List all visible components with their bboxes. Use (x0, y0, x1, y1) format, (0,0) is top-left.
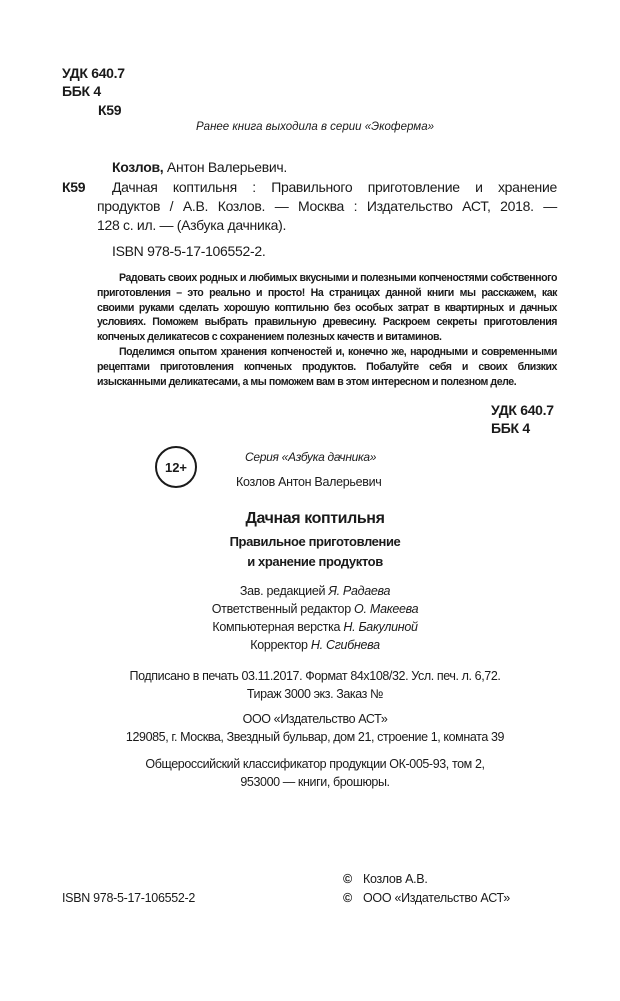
copyright-holder: ООО «Издательство АСТ» (363, 891, 510, 905)
catalog-isbn: ISBN 978-5-17-106552-2. (112, 243, 266, 259)
copyright-holder: Козлов А.В. (363, 872, 428, 886)
credit-line (0, 621, 620, 634)
classifier-line-2: 953000 — книги, брошюры. (240, 775, 390, 789)
catalog-author-name: Антон Валерьевич. (163, 159, 287, 175)
bbk-code: ББК 4 (62, 83, 101, 99)
classifier-line-1: Общероссийский классификатор продукции ОК-005-93, том 2, (145, 757, 485, 771)
copyright-icon: © (343, 891, 352, 905)
bbk-code-right: ББК 4 (491, 420, 530, 436)
catalog-author-surname: Козлов, (112, 159, 164, 175)
annotation-paragraph: Поделимся опытом хранения копченостей и, конечно же, народными и современными рецептами приготовления копченых продуктов. Побалуйте себя и своих близких изысканными деликатесами, а мы поможем вам в этом интересном и полезном деле. (97, 345, 557, 388)
publisher-name: ООО «Издательство АСТ» (242, 712, 388, 726)
copyright-line (343, 873, 428, 886)
credit-role: Зав. редакцией (239, 584, 329, 598)
catalog-line-1: Дачная коптильня : Правильного приготовление и хранение (112, 179, 557, 195)
annotation-paragraph: Радовать своих родных и любимых вкусными и полезными копченостями собственного приготовления – это реально и просто! На страницах данной книги мы расскажем, как своими руками сделать хорошую коптильню без особых затрат в квартирных и дачных условиях. Поможем выбрать правильную древесину. Раскроем секреты приготовления копченых деликатесов с сохранением полезных качеств и витаминов. (97, 272, 557, 344)
udk-code: УДК 640.7 (62, 65, 125, 81)
book-subtitle-2: и хранение продуктов (247, 554, 383, 569)
previous-series-note: Ранее книга выходила в серии «Экоферма» (196, 121, 434, 133)
credit-line (0, 585, 620, 598)
author-mark: К59 (98, 102, 122, 118)
credit-line (0, 639, 620, 652)
catalog-line-3: 128 с. ил. — (Азбука дачника). (97, 217, 287, 233)
series-name: Серия «Азбука дачника» (245, 450, 377, 464)
bottom-isbn: ISBN 978-5-17-106552-2 (62, 891, 196, 905)
credit-name: Н. Бакулиной (343, 620, 418, 634)
credit-name: О. Макеева (354, 602, 419, 616)
publisher-address: 129085, г. Москва, Звездный бульвар, дом 21, строение 1, комната 39 (125, 730, 505, 744)
age-rating-badge: 12+ (155, 446, 197, 488)
copyright-icon: © (343, 872, 352, 886)
catalog-line-2: продуктов / А.В. Козлов. — Москва : Издательство АСТ, 2018. — (97, 198, 557, 214)
catalog-mark: К59 (62, 179, 86, 195)
print-info-line-1: Подписано в печать 03.11.2017. Формат 84x108/32. Усл. печ. л. 6,72. (129, 669, 501, 683)
credit-role: Ответственный редактор (211, 602, 355, 616)
credit-name: Н. Сгибнева (310, 638, 380, 652)
annotation (97, 271, 557, 389)
print-info-line-2: Тираж 3000 экз. Заказ № (246, 687, 384, 701)
book-title: Дачная коптильня (245, 510, 385, 527)
catalog-author (112, 160, 287, 174)
book-subtitle-1: Правильное приготовление (229, 534, 401, 549)
author-full-name: Козлов Антон Валерьевич (236, 475, 382, 489)
credit-name: Я. Радаева (328, 584, 391, 598)
credit-role: Компьютерная верстка (212, 620, 344, 634)
udk-code-right: УДК 640.7 (491, 402, 554, 418)
credit-line (0, 603, 620, 616)
credit-role: Корректор (250, 638, 311, 652)
copyright-line (343, 892, 510, 905)
